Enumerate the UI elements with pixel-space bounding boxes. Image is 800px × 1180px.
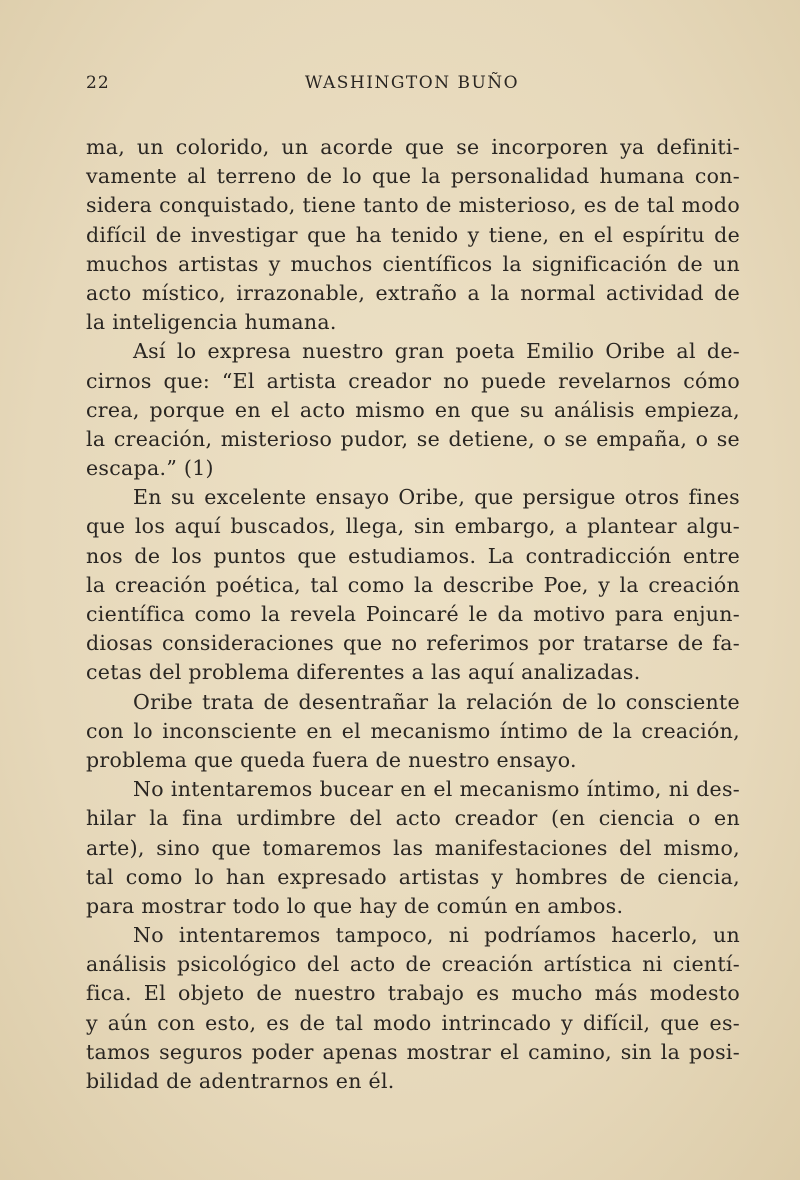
text-line: escapa.” (1) <box>86 456 214 481</box>
text-line: que los aquí buscados, llega, sin embargo, a plantear algu- <box>86 514 740 539</box>
text-line: sidera conquistado, tiene tanto de misterioso, es de tal modo <box>86 193 740 218</box>
text-line: hilar la fina urdimbre del acto creador (en ciencia o en <box>86 806 740 831</box>
text-line: científica como la revela Poincaré le da motivo para enjun- <box>86 602 740 626</box>
text-line: crea, porque en el acto mismo en que su análisis empieza, <box>86 397 740 422</box>
text-line: la inteligencia humana. <box>86 310 337 335</box>
text-line: tamos seguros poder apenas mostrar el camino, sin la posi- <box>86 1039 740 1064</box>
text-line: análisis psicológico del acto de creación artística ni cientí- <box>86 952 740 977</box>
text-line: No intentaremos bucear en el mecanismo íntimo, ni des- <box>133 777 740 802</box>
page-header <box>86 73 738 97</box>
text-line: En su excelente ensayo Oribe, que persigue otros fines <box>133 485 740 510</box>
text-line: acto místico, irrazonable, extraño a la normal actividad de <box>86 280 740 305</box>
body-text <box>86 133 740 1096</box>
text-line: y aún con esto, es de tal modo intrincado y difícil, que es- <box>86 1010 740 1035</box>
text-line: Así lo expresa nuestro gran poeta Emilio Oribe al de- <box>133 339 740 364</box>
text-line: tal como lo han expresado artistas y hombres de ciencia, <box>86 864 740 889</box>
text-line: No intentaremos tampoco, ni podríamos hacerlo, un <box>133 923 740 948</box>
text-line: Oribe trata de desentrañar la relación de lo consciente <box>133 689 740 714</box>
text-line: cirnos que: “El artista creador no puede revelarnos cómo <box>86 368 740 393</box>
text-line: vamente al terreno de lo que la personalidad humana con- <box>86 164 740 189</box>
text-line: ma, un colorido, un acorde que se incorporen ya definiti- <box>86 135 740 159</box>
text-line: cetas del problema diferentes a las aquí analizadas. <box>86 660 641 685</box>
text-line: difícil de investigar que ha tenido y tiene, en el espíritu de <box>86 222 740 247</box>
text-line: problema que queda fuera de nuestro ensayo. <box>86 747 577 772</box>
running-head: WASHINGTON BUÑO <box>304 73 520 93</box>
text-line: nos de los puntos que estudiamos. La contradicción entre <box>86 543 740 568</box>
text-line: fica. El objeto de nuestro trabajo es mucho más modesto <box>86 981 740 1006</box>
text-line: bilidad de adentrarnos en él. <box>86 1069 395 1093</box>
text-line: para mostrar todo lo que hay de común en ambos. <box>86 893 624 918</box>
text-line: con lo inconsciente en el mecanismo íntimo de la creación, <box>86 718 740 743</box>
page-number: 22 <box>86 73 110 93</box>
text-line: muchos artistas y muchos científicos la significación de un <box>86 251 740 276</box>
text-line: la creación poética, tal como la describe Poe, y la creación <box>86 572 740 597</box>
text-line: la creación, misterioso pudor, se detiene, o se empaña, o se <box>86 426 740 451</box>
text-line: arte), sino que tomaremos las manifestaciones del mismo, <box>86 835 740 860</box>
text-line: diosas consideraciones que no referimos por tratarse de fa- <box>86 631 740 656</box>
